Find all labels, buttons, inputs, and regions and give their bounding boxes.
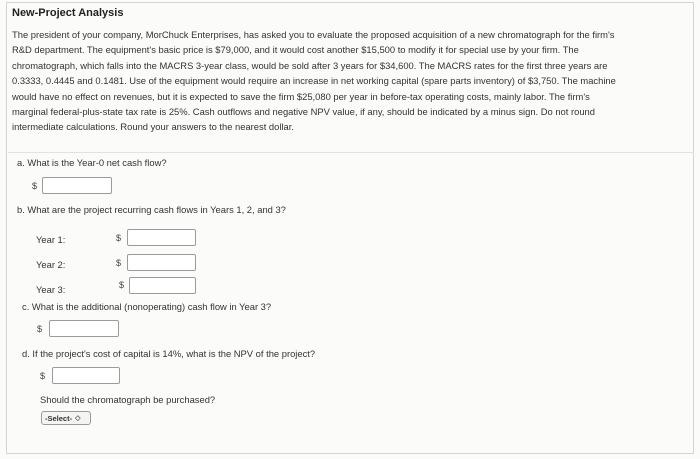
problem-title: New-Project Analysis [12,7,124,19]
problem-line: would have no effect on revenues, but it is expected to save the firm $25,080 per year in before-tax operating costs, mainly labor. The firm's [12,90,590,102]
problem-line: R&D department. The equipment's basic price is $79,000, and it would cost another $15,500 to modify it for special use by your firm. The [12,44,579,56]
currency-symbol: $ [32,181,38,191]
year3-nonoperating-cash-flow-input[interactable] [49,320,119,337]
question-a-label: a. What is the Year-0 net cash flow? [17,157,167,168]
question-d-label: d. If the project's cost of capital is 14%, what is the NPV of the project? [22,348,316,359]
year0-cash-flow-input[interactable] [42,177,112,194]
currency-symbol: $ [37,324,43,334]
purchase-decision-select-value: -Select- [45,413,73,423]
currency-symbol: $ [40,371,46,381]
year2-cash-flow-input[interactable] [127,254,196,271]
purchase-decision-select[interactable] [41,411,91,425]
question-b-label: b. What are the project recurring cash flows in Years 1, 2, and 3? [17,204,286,215]
currency-symbol: $ [116,258,122,268]
npv-input[interactable] [52,367,120,384]
year3-label: Year 3: [36,284,66,295]
year3-cash-flow-input[interactable] [129,277,196,294]
problem-statement [12,27,692,135]
year1-label: Year 1: [36,234,66,245]
question-c-label: c. What is the additional (nonoperating) cash flow in Year 3? [22,301,272,312]
currency-symbol: $ [119,280,125,290]
currency-symbol: $ [116,233,122,243]
problem-line: 0.3333, 0.4445 and 0.1481. Use of the equipment would require an increase in net working capital (spare parts inventory) of $3,750. The machine [12,75,616,87]
purchase-question-label: Should the chromatograph be purchased? [40,394,216,405]
section-divider [8,152,694,153]
select-arrow-icon: ◇ [75,415,81,422]
year1-cash-flow-input[interactable] [127,229,196,246]
problem-line: intermediate calculations. Round your answers to the nearest dollar. [12,121,294,133]
year2-label: Year 2: [36,259,66,270]
problem-line: The president of your company, MorChuck Enterprises, has asked you to evaluate the proposed acquisition of a new chromatograph for the firm's [12,29,615,40]
problem-line: marginal federal-plus-state tax rate is 25%. Cash outflows and negative NPV value, if any, should be indicated by a minus sign. Do not round [12,106,595,118]
problem-line: chromatograph, which falls into the MACRS 3-year class, would be sold after 3 years for $34,600. The MACRS rates for the first three years are [12,59,608,71]
